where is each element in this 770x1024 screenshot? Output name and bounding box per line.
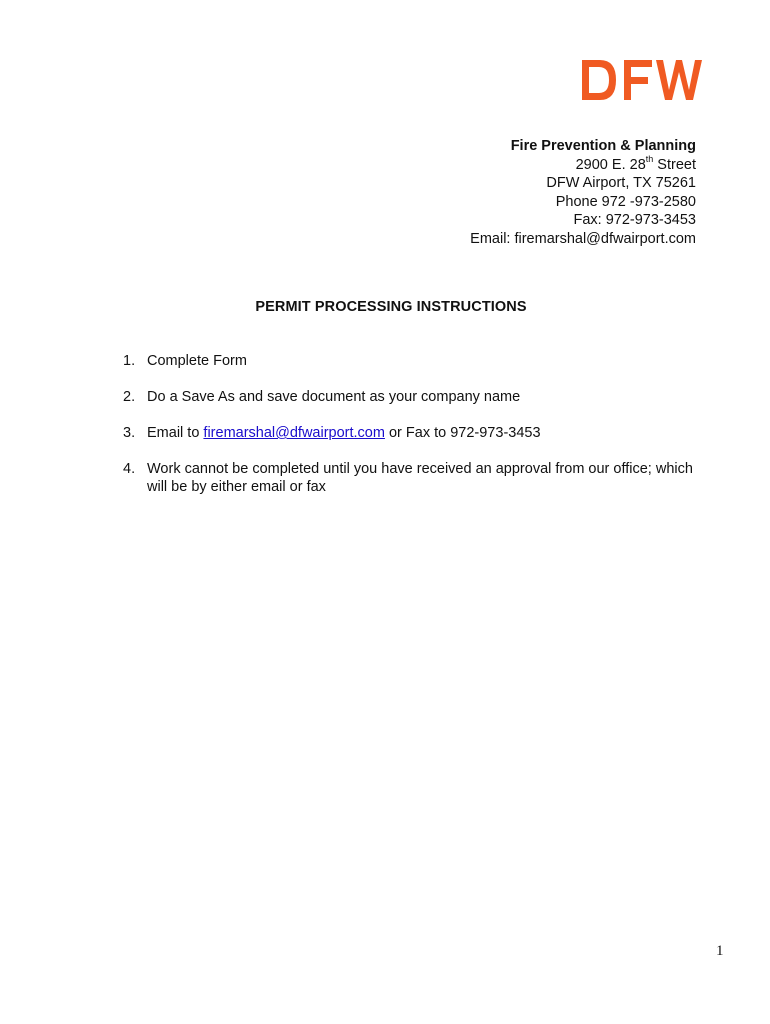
page-number: 1 bbox=[716, 943, 724, 959]
list-item bbox=[123, 424, 723, 442]
step-text-prefix: Email to bbox=[147, 425, 204, 441]
street-address bbox=[470, 153, 696, 175]
contact-block bbox=[470, 137, 696, 248]
email-link[interactable]: firemarshal@dfwairport.com bbox=[203, 425, 385, 441]
step-text-line-1: Work cannot be completed until you have received an approval from our office; which bbox=[147, 461, 693, 477]
phone-line: Phone 972 -973-2580 bbox=[555, 193, 696, 210]
step-number: 4. bbox=[123, 461, 136, 477]
step-text: Do a Save As and save document as your company name bbox=[147, 389, 521, 405]
city-line: DFW Airport, TX 75261 bbox=[546, 175, 696, 191]
step-text: Complete Form bbox=[147, 353, 247, 369]
dfw-logo bbox=[580, 58, 704, 102]
step-text-suffix: or Fax to 972-973-3453 bbox=[384, 425, 541, 441]
step-number: 3. bbox=[123, 425, 136, 441]
step-number: 1. bbox=[123, 353, 136, 369]
list-item bbox=[123, 460, 723, 496]
street-prefix: 2900 E. 28 bbox=[575, 156, 646, 173]
list-item bbox=[123, 352, 723, 370]
department-name: Fire Prevention & Planning bbox=[510, 138, 696, 154]
instruction-list bbox=[123, 352, 723, 514]
step-text-line-2: will be by either email or fax bbox=[147, 479, 326, 495]
fax-line: Fax: 972-973-3453 bbox=[573, 212, 696, 228]
email-line: Email: firemarshal@dfwairport.com bbox=[470, 230, 696, 247]
street-ordinal: th bbox=[645, 153, 654, 164]
street-suffix: Street bbox=[653, 156, 696, 173]
step-number: 2. bbox=[123, 389, 136, 405]
list-item bbox=[123, 388, 723, 406]
document-heading: PERMIT PROCESSING INSTRUCTIONS bbox=[255, 299, 527, 315]
